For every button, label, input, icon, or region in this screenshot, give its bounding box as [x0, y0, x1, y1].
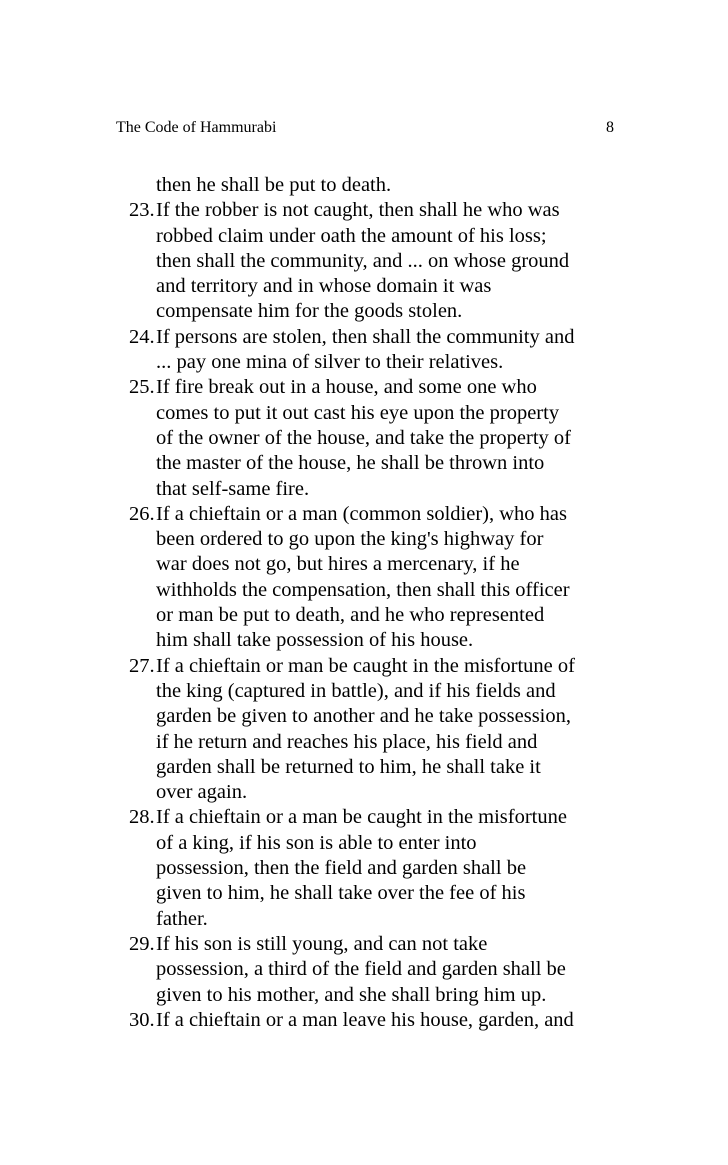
text-line — [116, 350, 626, 375]
line-text: then shall the community, and ... on whose ground — [156, 249, 570, 272]
text-line — [116, 1008, 626, 1033]
line-text: compensate him for the goods stolen. — [156, 300, 463, 323]
text-line — [116, 881, 626, 906]
text-line — [116, 552, 626, 577]
line-text: garden be given to another and he take possession, — [156, 705, 572, 728]
text-line — [116, 426, 626, 451]
page-number: 8 — [606, 119, 614, 136]
line-text: that self-same fire. — [156, 477, 310, 500]
line-text: comes to put it out cast his eye upon the property — [156, 401, 560, 424]
line-text: the king (captured in battle), and if his fields and — [156, 679, 556, 702]
line-text: withholds the compensation, then shall this officer — [156, 578, 570, 601]
line-text: him shall take possession of his house. — [156, 629, 474, 652]
line-text: If his son is still young, and can not take — [156, 932, 488, 955]
running-header — [116, 116, 614, 140]
line-text: of a king, if his son is able to enter into — [156, 831, 477, 854]
law-number: 24. — [129, 325, 155, 348]
line-text: over again. — [156, 781, 248, 804]
line-text: If a chieftain or man be caught in the misfortune of — [156, 654, 575, 677]
law-number: 25. — [129, 376, 155, 399]
line-text: robbed claim under oath the amount of his loss; — [156, 224, 547, 247]
text-line — [116, 755, 626, 780]
line-text: If a chieftain or a man be caught in the misfortune — [156, 806, 567, 829]
text-line — [116, 477, 626, 502]
line-text: the master of the house, he shall be thrown into — [156, 452, 545, 475]
text-line — [116, 730, 626, 755]
line-text: father. — [156, 907, 208, 930]
text-line — [116, 932, 626, 957]
text-line — [116, 249, 626, 274]
line-text: If persons are stolen, then shall the community and — [156, 325, 575, 348]
text-line — [116, 603, 626, 628]
text-line — [116, 907, 626, 932]
line-text: of the owner of the house, and take the property of — [156, 426, 571, 449]
text-line — [116, 983, 626, 1008]
line-text: or man be put to death, and he who represented — [156, 604, 545, 627]
text-line — [116, 957, 626, 982]
text-line — [116, 198, 626, 223]
text-line — [116, 401, 626, 426]
text-line — [116, 173, 626, 198]
line-text: given to him, he shall take over the fee of his — [156, 882, 526, 905]
line-text: possession, a third of the field and garden shall be — [156, 958, 566, 981]
running-title: The Code of Hammurabi — [116, 119, 277, 136]
line-text: war does not go, but hires a mercenary, if he — [156, 553, 520, 576]
text-line — [116, 831, 626, 856]
line-text: if he return and reaches his place, his field and — [156, 730, 538, 753]
law-number: 27. — [129, 654, 155, 677]
line-text: If a chieftain or a man leave his house, garden, and — [156, 1008, 574, 1031]
line-text: given to his mother, and she shall bring him up. — [156, 983, 547, 1006]
text-line — [116, 224, 626, 249]
line-text: If the robber is not caught, then shall he who was — [156, 199, 560, 222]
text-line — [116, 856, 626, 881]
law-number: 29. — [129, 932, 155, 955]
text-line — [116, 527, 626, 552]
text-line — [116, 628, 626, 653]
line-text: possession, then the field and garden shall be — [156, 857, 527, 880]
text-line — [116, 679, 626, 704]
line-text: then he shall be put to death. — [156, 174, 392, 196]
line-text: ... pay one mina of silver to their relatives. — [156, 351, 504, 374]
line-text: garden shall be returned to him, he shall take it — [156, 755, 541, 778]
text-line — [116, 299, 626, 324]
law-number: 23. — [129, 199, 155, 222]
line-text: If a chieftain or a man (common soldier), who has — [156, 502, 568, 525]
law-text-body — [116, 173, 626, 1033]
text-line — [116, 502, 626, 527]
law-number: 26. — [129, 502, 155, 525]
line-text: and territory and in whose domain it was — [156, 275, 492, 298]
text-line — [116, 375, 626, 400]
law-number: 30. — [129, 1008, 155, 1031]
text-line — [116, 805, 626, 830]
text-line — [116, 274, 626, 299]
law-number: 28. — [129, 806, 155, 829]
text-line — [116, 578, 626, 603]
text-line — [116, 325, 626, 350]
text-line — [116, 704, 626, 729]
line-text: been ordered to go upon the king's highway for — [156, 528, 544, 551]
text-line — [116, 780, 626, 805]
text-line — [116, 451, 626, 476]
text-line — [116, 654, 626, 679]
line-text: If fire break out in a house, and some one who — [156, 376, 537, 399]
